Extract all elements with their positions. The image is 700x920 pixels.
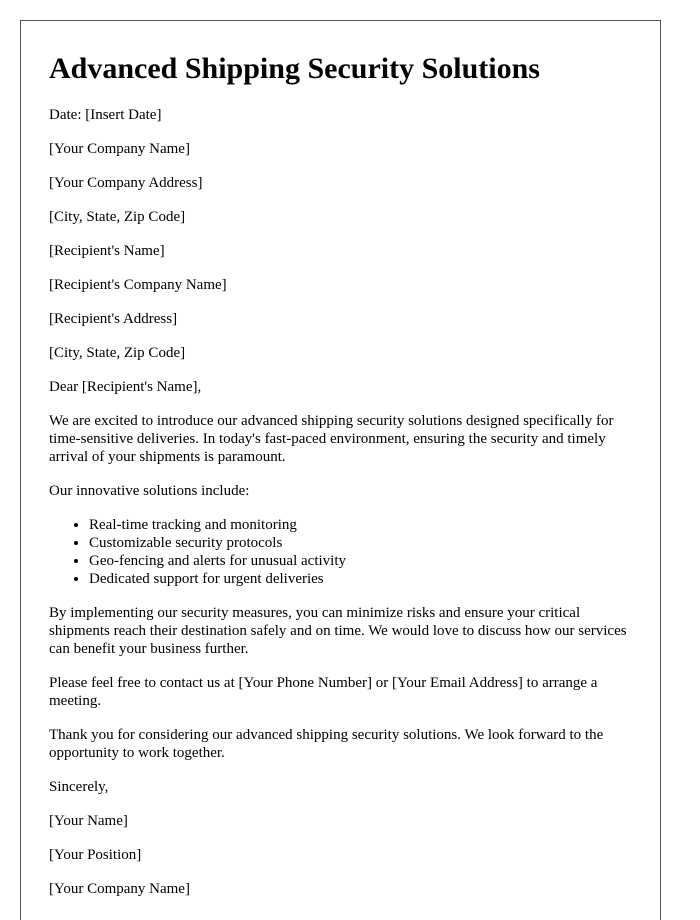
solutions-list bbox=[49, 516, 632, 588]
list-item: • Dedicated support for urgent deliveries bbox=[89, 570, 632, 588]
solutions-intro: Our innovative solutions include: bbox=[49, 483, 250, 499]
sender-company: [Your Company Name] bbox=[49, 141, 190, 157]
sender-city: [City, State, Zip Code] bbox=[49, 209, 186, 225]
signature-company: [Your Company Name] bbox=[49, 881, 190, 897]
signature-name: [Your Name] bbox=[49, 813, 128, 829]
recipient-name: [Recipient's Name] bbox=[49, 243, 165, 259]
letter-page bbox=[20, 20, 661, 920]
benefits-paragraph: By implementing our security measures, you can minimize risks and ensure your critical shipments reach their destination safely and on time. We would love to discuss how our services can benefit your business further. bbox=[49, 605, 627, 657]
salutation: Dear [Recipient's Name], bbox=[49, 379, 202, 395]
closing: Sincerely, bbox=[49, 779, 109, 795]
list-item: • Geo-fencing and alerts for unusual activity bbox=[89, 552, 632, 570]
thanks-paragraph: Thank you for considering our advanced shipping security solutions. We look forward to the opportunity to work together. bbox=[49, 727, 604, 761]
recipient-city: [City, State, Zip Code] bbox=[49, 345, 186, 361]
signature-position: [Your Position] bbox=[49, 847, 142, 863]
contact-paragraph: Please feel free to contact us at [Your Phone Number] or [Your Email Address] to arrange a meeting. bbox=[49, 675, 598, 709]
sender-address: [Your Company Address] bbox=[49, 175, 203, 191]
recipient-company: [Recipient's Company Name] bbox=[49, 277, 227, 293]
list-item: • Real-time tracking and monitoring bbox=[89, 516, 632, 534]
list-item: • Customizable security protocols bbox=[89, 534, 632, 552]
letter-title: Advanced Shipping Security Solutions bbox=[49, 52, 540, 85]
date-line: Date: [Insert Date] bbox=[49, 107, 162, 123]
intro-paragraph: We are excited to introduce our advanced shipping security solutions designed specifically for time-sensitive deliveries. In today's fast-paced environment, ensuring the security and timely arrival of your shipments is paramount. bbox=[49, 413, 614, 465]
recipient-address: [Recipient's Address] bbox=[49, 311, 178, 327]
